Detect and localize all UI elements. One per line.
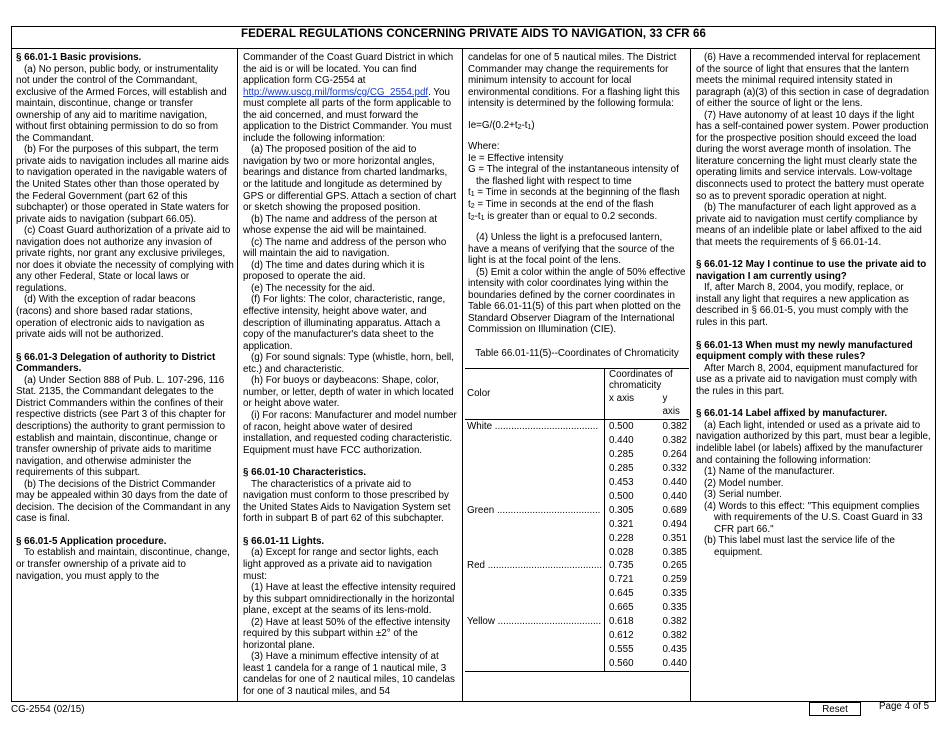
x-value-cell: 0.028	[609, 546, 634, 558]
title-divider	[11, 48, 936, 49]
x-value-cell: 0.285	[609, 463, 634, 475]
color-cell	[465, 573, 605, 587]
y-value-cell: 0.265	[662, 560, 687, 572]
table-header-coords: Coordinates of chromaticity	[605, 368, 689, 392]
list-item: (4) Unless the light is a prefocused lantern, have a means of verifying that the source of the light is at the focal point of the lens.	[468, 232, 675, 267]
list-item: (3) Serial number.	[704, 489, 782, 501]
section-heading: § 66.01-13 When must my newly manufactured equipment comply with these rules?	[696, 339, 913, 363]
table-row	[465, 532, 689, 546]
paragraph: (c) Coast Guard authorization of a private aid to navigation does not authorize any invasion of private rights, nor grant any exclusive privileges, nor does it obviate the necessity of complying with any other Federal, State or local laws or regulations.	[16, 225, 234, 294]
x-value-cell: 0.500	[609, 490, 634, 502]
list-item: (a) The proposed position of the aid to navigation by two or more horizontal angles, bearings and distance from charted landmarks, or the latitude and longitude as determined by GPS or differential GPS. Attach a section of chart or sketch showing the proposed position.	[243, 144, 457, 214]
x-value-cell: 0.612	[609, 629, 634, 641]
y-value-cell: 0.259	[662, 574, 687, 586]
y-value-cell: 0.264	[662, 449, 687, 461]
list-item: (h) For buoys or daybeacons: Shape, color, number, or letter, depth of water in which located or height above water.	[243, 375, 454, 410]
paragraph: To establish and maintain, discontinue, change, or transfer ownership of a private aid to navigation, you must apply to the	[16, 547, 230, 582]
section-heading: § 66.01-1 Basic provisions.	[16, 52, 142, 63]
list-item: (7) Have autonomy of at least 10 days if the light has a self-contained power system. Power production for the prospective position should exceed the load during the worst average month of insolation. The literature concerning the light must clearly state the operating limits and service intervals. Low-voltage disconnects used to protect the battery must operate so as to prevent sporadic operation at night.	[696, 109, 929, 202]
y-value-cell: 0.440	[662, 490, 687, 502]
paragraph: After March 8, 2004, equipment manufactured for use as a private aid to navigation must comply with the rules in this part.	[696, 362, 919, 397]
paragraph: (b) The decisions of the District Commander may be appealed within 30 days from the date of decision. The decision of the Commandant in any case is final.	[16, 478, 231, 525]
color-cell	[465, 643, 605, 657]
list-item: (6) Have a recommended interval for replacement of the source of light that ensures that the lantern meets the minimal required intensity stated in paragraph (a)(3) of this section in case of degradation of either the source of light or the lens.	[696, 52, 930, 110]
table-row	[465, 490, 689, 504]
section-heading: § 66.01-10 Characteristics.	[243, 467, 367, 479]
table-row	[465, 434, 689, 448]
paragraph: If, after March 8, 2004, you modify, replace, or install any light that requires a new application as described in § 66.01-5, you must comply with the rules in this part.	[696, 282, 909, 329]
table-row	[465, 504, 689, 518]
column-4	[696, 52, 931, 558]
reset-button[interactable]: Reset	[809, 702, 861, 716]
table-row	[465, 476, 689, 490]
column-divider	[690, 49, 691, 702]
paragraph: (d) With the exception of radar beacons (racons) and shore based radar stations, operation of electronic aids to navigation as private aids will not be authorized.	[16, 294, 205, 341]
table-header-color: Color	[465, 368, 605, 420]
table-row	[465, 587, 689, 601]
table-row	[465, 615, 689, 629]
y-value-cell: 0.440	[662, 477, 687, 489]
color-cell	[465, 476, 605, 490]
column-3	[468, 52, 686, 672]
color-cell	[465, 434, 605, 448]
list-item: (g) For sound signals: Type (whistle, horn, bell, etc.) and characteristic.	[243, 352, 454, 375]
form-link[interactable]: http://www.uscg.mil/forms/cg/CG_2554.pdf	[243, 86, 429, 98]
paragraph: (b) For the purposes of this subpart, the term private aids to navigation includes all marine aids to navigation operated in the navigable waters of the United States other than those operated by the Federal Government (part 62 of this subchapter) or those operated in State waters for private aids to navigation (subpart 66.05).	[16, 144, 229, 225]
list-item: (f) For lights: The color, characteristic, range, effective intensity, height above water, and description of illuminating apparatus. Attach a copy of the manufacturer's data sheet to the application.	[243, 294, 446, 352]
list-item: (3) Have a minimum effective intensity of at least 1 candela for a range of 1 nautical mile, 3 candelas for one of 2 nautical miles, 10 candelas for one of 3 nautical miles, and 54	[243, 651, 455, 697]
x-value-cell: 0.305	[609, 504, 634, 516]
color-cell	[465, 629, 605, 643]
section-heading: § 66.01-12 May I continue to use the private aid to navigation I am currently using?	[696, 259, 927, 282]
x-value-cell: 0.285	[609, 449, 634, 461]
table-row	[465, 629, 689, 643]
color-cell: White ......................................	[465, 420, 605, 434]
y-value-cell: 0.335	[662, 588, 687, 600]
list-item: (2) Model number.	[704, 477, 784, 489]
intensity-formula: $Ie=G/(0.2+t_2-t_1)$	[468, 119, 535, 131]
column-1	[16, 52, 234, 582]
column-2	[243, 52, 457, 698]
list-item: (b) The name and address of the person at whose expense the aid will be maintained.	[243, 213, 438, 237]
definition: G = The integral of the instantaneous intensity of the flashed light with respect to time	[468, 164, 679, 187]
color-cell	[465, 490, 605, 504]
paragraph: (a) Except for range and sector lights, each light approved as a private aid to navigation must:	[243, 547, 439, 582]
table-row	[465, 657, 689, 671]
color-cell: Red ..........................................	[465, 559, 605, 573]
list-item: (i) For racons: Manufacturer and model number of racon, height above water of desired installation, and requested coding characteristic. Equipment must have FCC authorization.	[243, 409, 457, 456]
y-value-cell: 0.382	[662, 421, 687, 433]
y-value-cell: 0.332	[662, 463, 687, 475]
x-value-cell: 0.500	[609, 421, 634, 433]
table-row	[465, 643, 689, 657]
y-value-cell: 0.385	[662, 546, 687, 558]
definition: Ie = Effective intensity	[468, 152, 564, 164]
table-row	[465, 601, 689, 615]
x-value-cell: 0.618	[609, 616, 634, 628]
y-value-cell: 0.351	[662, 532, 687, 544]
list-item: (1) Name of the manufacturer.	[704, 466, 835, 478]
section-heading: § 66.01-14 Label affixed by manufacturer.	[696, 408, 888, 420]
color-cell	[465, 546, 605, 560]
definition: $t_1$ = Time in seconds at the beginning of the flash	[468, 187, 680, 199]
section-heading: § 66.01-5 Application procedure.	[16, 535, 167, 547]
where-label: Where:	[468, 141, 500, 153]
x-value-cell: 0.735	[609, 560, 634, 572]
list-item: (e) The necessity for the aid.	[251, 282, 375, 294]
color-cell	[465, 448, 605, 462]
x-value-cell: 0.228	[609, 532, 634, 544]
y-value-cell: 0.382	[662, 435, 687, 447]
color-cell	[465, 601, 605, 615]
definition: $t_2$ = Time in seconds at the end of the flash	[468, 199, 654, 211]
section-heading: § 66.01-3 Delegation of authority to District Commanders.	[16, 351, 216, 375]
color-cell: Yellow ......................................	[465, 615, 605, 629]
y-value-cell: 0.435	[662, 643, 687, 655]
paragraph: (a) No person, public body, or instrumentality not under the control of the Commandant, exclusive of the Armed Forces, will establish and maintain, discontinue, change or transfer ownership of any aid to maritime navigation, without first obtaining permission to do so from the Commandant.	[16, 63, 227, 144]
y-value-cell: 0.335	[662, 602, 687, 614]
list-item: (2) Have at least 50% of the effective intensity required by this subpart within ±2° of the horizontal plane.	[243, 616, 451, 651]
table-caption: Table 66.01-11(5)--Coordinates of Chromaticity	[475, 348, 679, 360]
y-value-cell: 0.382	[662, 616, 687, 628]
paragraph: candelas for one of 5 nautical miles. The District Commander may change the requirements for minimum intensity to account for local environmental conditions. For a flashing light this intensity is determined by the following formula:	[468, 52, 680, 110]
table-row	[465, 420, 689, 434]
color-cell	[465, 587, 605, 601]
color-cell	[465, 462, 605, 476]
table-row	[465, 462, 689, 476]
table-row	[465, 573, 689, 587]
color-cell	[465, 532, 605, 546]
list-item: (1) Have at least the effective intensity required by this subpart omnidirectionally in the horizontal plane, except at the seams of its lens-mold.	[243, 582, 456, 617]
y-value-cell: 0.440	[658, 657, 689, 671]
paragraph: Commander of the Coast Guard District in which the aid is or will be located. You can find application form CG-2554 at http://www.uscg.mil/forms/cg/CG_2554.pdf. You must complete all parts of the form applicable to the aid concerned, and must forward the application to the District Commander. You must include the following information:	[243, 52, 454, 144]
table-row	[465, 559, 689, 573]
list-item: (c) The name and address of the person who will maintain the aid to navigation.	[243, 236, 447, 260]
table-row	[465, 518, 689, 532]
y-value-cell: 0.689	[662, 504, 687, 516]
x-value-cell: 0.721	[609, 574, 634, 586]
table-row	[465, 546, 689, 560]
x-value-cell: 0.645	[609, 588, 634, 600]
x-value-cell: 0.453	[609, 477, 634, 489]
form-id: CG-2554 (02/15)	[11, 704, 85, 715]
color-cell	[465, 518, 605, 532]
column-divider	[237, 49, 238, 702]
table-row	[465, 448, 689, 462]
x-value-cell: 0.440	[609, 435, 634, 447]
y-value-cell: 0.382	[662, 629, 687, 641]
x-value-cell: 0.555	[609, 643, 634, 655]
x-value-cell: 0.321	[609, 518, 634, 530]
page-title: FEDERAL REGULATIONS CONCERNING PRIVATE AIDS TO NAVIGATION, 33 CFR 66	[241, 28, 706, 40]
x-value-cell: 0.560	[605, 657, 659, 671]
list-item: (5) Emit a color within the angle of 50% effective intensity with color coordinates lying within the boundaries defined by the corner coordinates in Table 66.01-11(5) of this part when plotted on the Standard Observer Diagram of the International Commission on Illumination (CIE).	[468, 266, 686, 336]
list-item: (b) This label must last the service life of the equipment.	[704, 535, 895, 558]
page-number: Page 4 of 5	[879, 701, 930, 712]
chromaticity-table	[465, 368, 689, 672]
definition: $t_2-t_1$ is greater than or equal to 0.2 seconds.	[468, 210, 658, 222]
color-cell: Green ......................................	[465, 504, 605, 518]
x-value-cell: 0.665	[609, 602, 634, 614]
y-value-cell: 0.494	[662, 518, 687, 530]
column-divider	[462, 49, 463, 702]
list-item: (d) The time and dates during which it is proposed to operate the aid.	[243, 259, 425, 283]
paragraph: (a) Under Section 888 of Pub. L. 107-296, 116 Stat. 2135, the Commandant delegates to the District Commanders within the confines of their respective districts (see Part 3 of this chapter for descriptions) the authority to grant permission to establish and maintain, discontinue, change or transfer ownership of private aids to maritime navigation, and otherwise administer the requirements of this subpart.	[16, 374, 226, 479]
color-cell	[465, 657, 605, 671]
table-header-x: x axis	[605, 392, 659, 420]
paragraph: (a) Each light, intended or used as a private aid to navigation authorized by this part, must bear a legible, indelible label (or labels) affixed by the manufacturer and containing the following information:	[696, 419, 931, 466]
table-header-y: y axis	[658, 392, 689, 420]
paragraph: The characteristics of a private aid to navigation must conform to those prescribed by the United States Aids to Navigation System set forth in subpart B of part 62 of this subchapter.	[243, 478, 451, 525]
paragraph: (b) The manufacturer of each light approved as a private aid to navigation must certify compliance by means of an indelible plate or label affixed to the aid that meets the requirements of § 66.01-14.	[696, 202, 922, 248]
list-item: (4) Words to this effect: "This equipment complies with requirements of the U.S. Coast Guard in 33 CFR part 66."	[704, 500, 923, 535]
section-heading: § 66.01-11 Lights.	[243, 535, 325, 547]
